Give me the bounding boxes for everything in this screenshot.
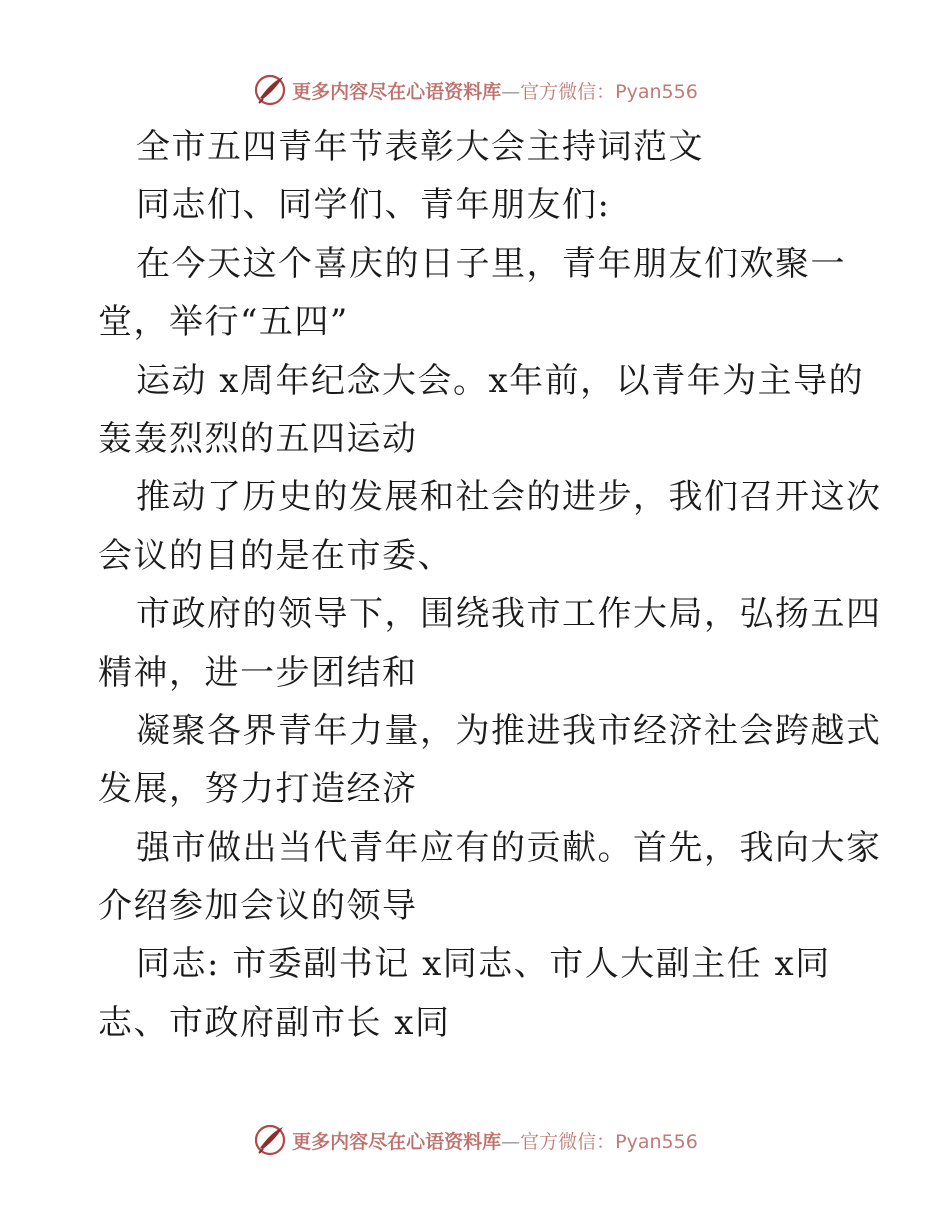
paragraph-line: 轰轰烈烈的五四运动 <box>98 418 418 459</box>
document-body <box>98 118 882 1052</box>
salutation-line: 同志们、同学们、青年朋友们: <box>136 185 611 226</box>
header-watermark <box>0 70 950 110</box>
paragraph-line: 志、市政府副市长 x同 <box>98 1002 451 1043</box>
paragraph-line: 堂，举行“五四” <box>98 302 349 343</box>
paragraph-line: 发展，努力打造经济 <box>98 769 418 810</box>
watermark-wechat-text: 官方微信：Pyan556 <box>520 1130 698 1153</box>
watermark-wechat-text: 官方微信：Pyan556 <box>520 80 698 103</box>
paragraph-line: 强市做出当代青年应有的贡献。首先，我向大家 <box>136 827 882 868</box>
paragraph-line: 凝聚各界青年力量，为推进我市经济社会跨越式 <box>136 710 882 751</box>
paragraph-line: 同志: 市委副书记 x同志、市人大副主任 x同 <box>136 944 831 985</box>
watermark-text <box>292 77 698 104</box>
watermark-separator: — <box>501 80 521 103</box>
watermark-text <box>292 1127 698 1154</box>
watermark-main-text: 更多内容尽在心语资料库 <box>292 1130 502 1153</box>
footer-watermark <box>0 1120 950 1160</box>
paragraph-line: 会议的目的是在市委、 <box>98 535 453 576</box>
watermark-separator: — <box>501 1130 521 1153</box>
quill-pen-logo-icon <box>252 72 288 108</box>
document-title: 全市五四青年节表彰大会主持词范文 <box>136 127 704 167</box>
paragraph-line: 市政府的领导下，围绕我市工作大局，弘扬五四 <box>136 594 882 635</box>
paragraph-line: 推动了历史的发展和社会的进步，我们召开这次 <box>136 477 882 518</box>
paragraph-line: 在今天这个喜庆的日子里，青年朋友们欢聚一 <box>136 243 846 284</box>
paragraph-line: 介绍参加会议的领导 <box>98 886 418 927</box>
paragraph-line: 运动 x周年纪念大会。x年前，以青年为主导的 <box>136 360 865 401</box>
paragraph-line: 精神，进一步团结和 <box>98 652 418 693</box>
quill-pen-logo-icon <box>252 1122 288 1158</box>
watermark-main-text: 更多内容尽在心语资料库 <box>292 80 502 103</box>
